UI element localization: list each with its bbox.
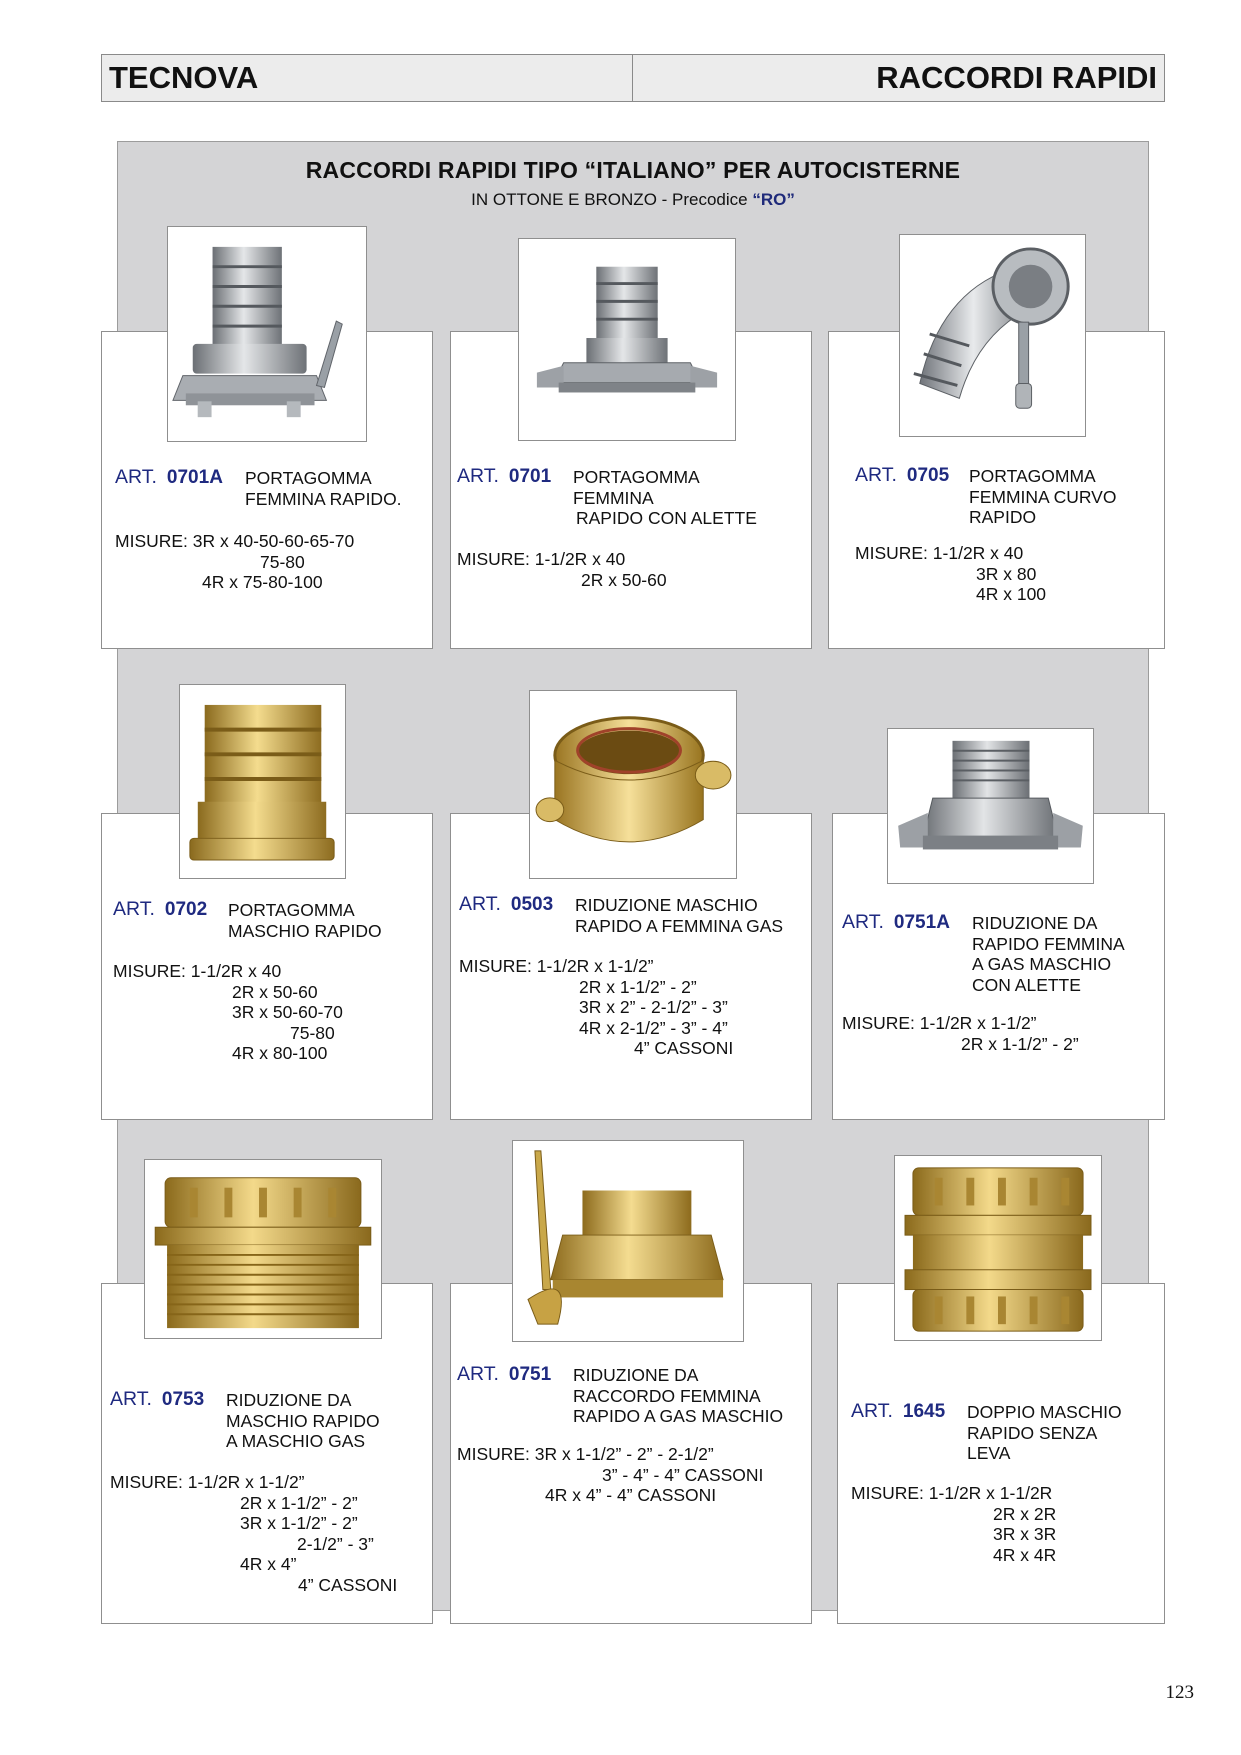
male-hose-tail-icon [179,684,346,879]
subtitle-text: IN OTTONE E BRONZO - Precodice [471,190,753,209]
catalog-subtitle [117,190,1149,210]
desc-0702: PORTAGOMMA MASCHIO RAPIDO [228,900,382,941]
double-male-coupling-icon [894,1155,1102,1341]
catalog-title: RACCORDI RAPIDI TIPO “ITALIANO” PER AUTOCISTERNE [305,157,961,183]
art-label-0503: ART. 0503 [459,893,554,915]
sizes-0702: MISURE: 1-1/2R x 40 2R x 50-60 3R x 50-60-70 75-80 4R x 80-100 [113,961,343,1063]
art-label-0702: ART. 0702 [113,898,208,920]
section-header: RACCORDI RAPIDI [632,54,1165,102]
reducer-coupling-icon [529,690,737,879]
sizes-1645: MISURE: 1-1/2R x 1-1/2R 2R x 2R 3R x 3R 4R x 4R [851,1483,1057,1565]
desc-0753: RIDUZIONE DA MASCHIO RAPIDO A MASCHIO GAS [226,1390,380,1451]
curved-hose-tail-coupling-icon [899,234,1086,437]
desc-0751A: RIDUZIONE DA RAPIDO FEMMINA A GAS MASCHIO CON ALETTE [972,913,1125,995]
sizes-0503: MISURE: 1-1/2R x 1-1/2” 2R x 1-1/2” - 2” 3R x 2” - 2-1/2” - 3” 4R x 2-1/2” - 3” - 4” 4” CASSONI [459,956,734,1058]
hose-tail-coupling-lever-icon [167,226,367,442]
desc-0705: PORTAGOMMA FEMMINA CURVO RAPIDO [969,466,1117,527]
brand-header: TECNOVA [101,54,633,102]
art-label-0753: ART. 0753 [110,1388,205,1410]
precode: “RO” [752,190,795,209]
sizes-0751A: MISURE: 1-1/2R x 1-1/2” 2R x 1-1/2” - 2” [842,1013,1079,1054]
desc-0751: RIDUZIONE DA RACCORDO FEMMINA RAPIDO A GAS MASCHIO [573,1365,784,1426]
art-label-0751A: ART. 0751A [842,911,950,933]
sizes-0701: MISURE: 1-1/2R x 40 2R x 50-60 [457,549,667,590]
art-label-0701: ART. 0701 [457,465,552,487]
art-label-0701A: ART. 0701A [115,466,223,488]
art-label-0705: ART. 0705 [855,464,950,486]
sizes-0753: MISURE: 1-1/2R x 1-1/2” 2R x 1-1/2” - 2” 3R x 1-1/2” - 2” 2-1/2” - 3” 4R x 4” 4” CASSONI [110,1472,398,1595]
art-label-0751: ART. 0751 [457,1363,552,1385]
sizes-0705: MISURE: 1-1/2R x 40 3R x 80 4R x 100 [855,543,1047,604]
threaded-coupling-lugs-icon [887,728,1094,884]
sizes-0701A: MISURE: 3R x 40-50-60-65-70 75-80 4R x 75-80-100 [115,531,355,592]
female-coupling-lever-icon [512,1140,744,1342]
desc-0701A: PORTAGOMMA FEMMINA RAPIDO. [245,468,402,509]
desc-0503: RIDUZIONE MASCHIO RAPIDO A FEMMINA GAS [575,895,784,936]
desc-0701: PORTAGOMMA FEMMINA RAPIDO CON ALETTE [573,467,757,528]
hose-tail-coupling-icon [518,238,736,441]
page-number: 123 [1165,1682,1194,1703]
desc-1645: DOPPIO MASCHIO RAPIDO SENZA LEVA [967,1402,1122,1463]
sizes-0751: MISURE: 3R x 1-1/2” - 2” - 2-1/2” 3” - 4” - 4” CASSONI 4R x 4” - 4” CASSONI [457,1444,764,1505]
male-reducer-thread-icon [144,1159,382,1339]
art-label-1645: ART. 1645 [851,1400,946,1422]
